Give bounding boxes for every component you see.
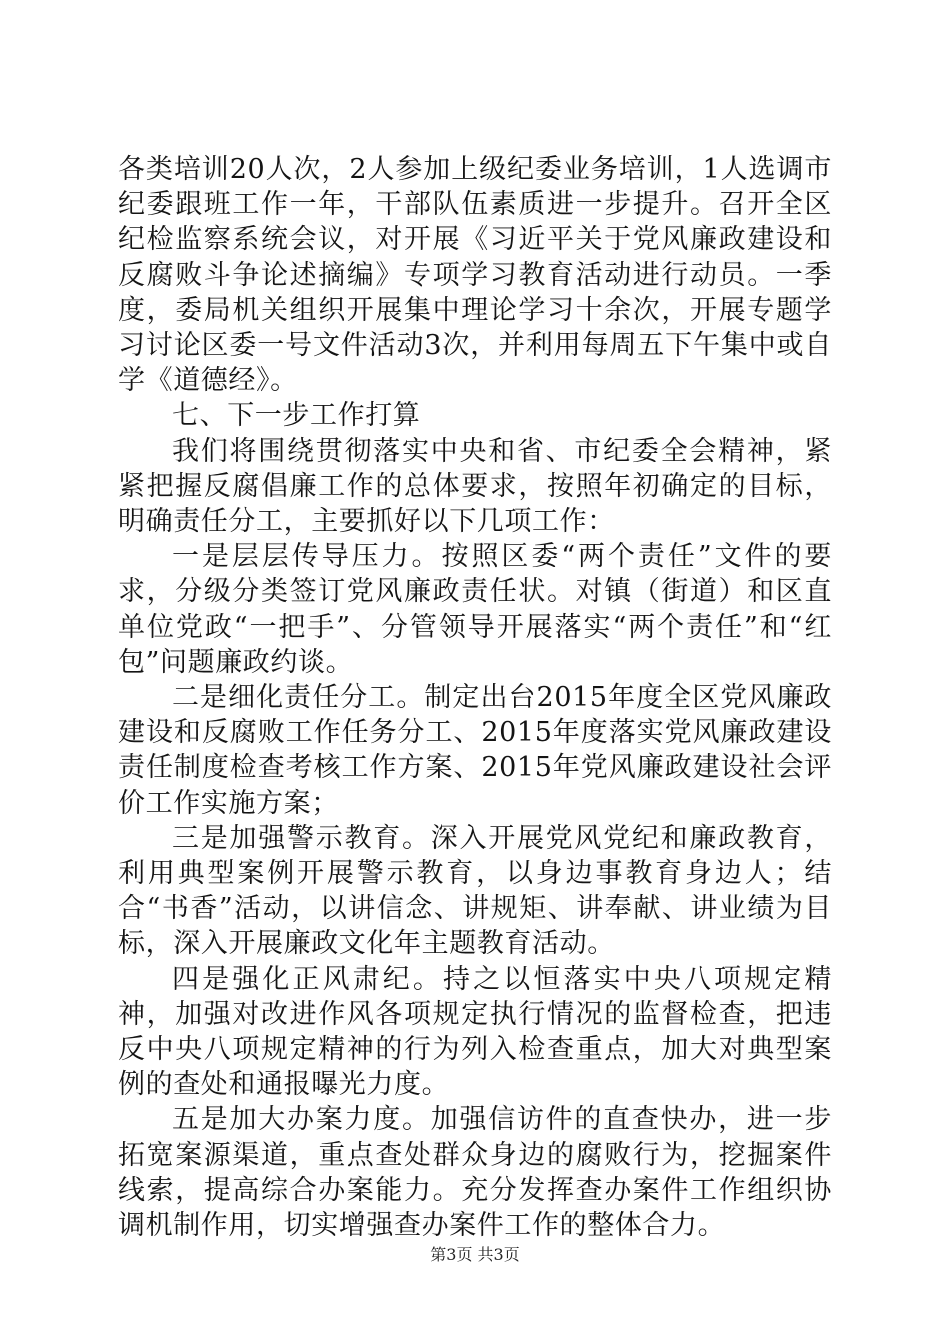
paragraph-overall-plan: 我们将围绕贯彻落实中央和省、市纪委全会精神，紧紧把握反腐倡廉工作的总体要求，按照年初确定的目标，明确责任分工，主要抓好以下几项工作： [118,435,832,538]
paragraph-item-three: 三是加强警示教育。深入开展党风党纪和廉政教育，利用典型案例开展警示教育，以身边事教育身边人；结合“书香”活动，以讲信念、讲规矩、讲奉献、讲业绩为目标，深入开展廉政文化年主题教育活动。 [118,822,832,960]
paragraph-training-summary: 各类培训20人次，2人参加上级纪委业务培训，1人选调市纪委跟班工作一年，干部队伍素质进一步提升。召开全区纪检监察系统会议，对开展《习近平关于党风廉政建设和反腐败斗争论述摘编》专项学习教育活动进行动员。一季度，委局机关组织开展集中理论学习十余次，开展专题学习讨论区委一号文件活动3次，并利用每周五下午集中或自学《道德经》。 [118,154,832,397]
paragraph-item-one: 一是层层传导压力。按照区委“两个责任”文件的要求，分级分类签订党风廉政责任状。对镇（街道）和区直单位党政“一把手”、分管领导开展落实“两个责任”和“红包”问题廉政约谈。 [118,541,832,678]
paragraph-item-five: 五是加大办案力度。加强信访件的直查快办，进一步拓宽案源渠道，重点查处群众身边的腐败行为，挖掘案件线索，提高综合办案能力。充分发挥查办案件工作组织协调机制作用，切实增强查办案件工作的整体合力。 [118,1104,832,1242]
paragraph-item-two: 二是细化责任分工。制定出台2015年度全区党风廉政建设和反腐败工作任务分工、2015年度落实党风廉政建设责任制度检查考核工作方案、2015年党风廉政建设社会评价工作实施方案； [118,682,832,819]
document-body [118,152,832,1243]
section-heading-next-steps: 七、下一步工作打算 [172,400,421,432]
page-number-footer: 第3页 共3页 [430,1245,520,1264]
paragraph-item-four: 四是强化正风肃纪。持之以恒落实中央八项规定精神，加强对改进作风各项规定执行情况的监督检查，把违反中央八项规定精神的行为列入检查重点，加大对典型案例的查处和通报曝光力度。 [118,963,832,1101]
